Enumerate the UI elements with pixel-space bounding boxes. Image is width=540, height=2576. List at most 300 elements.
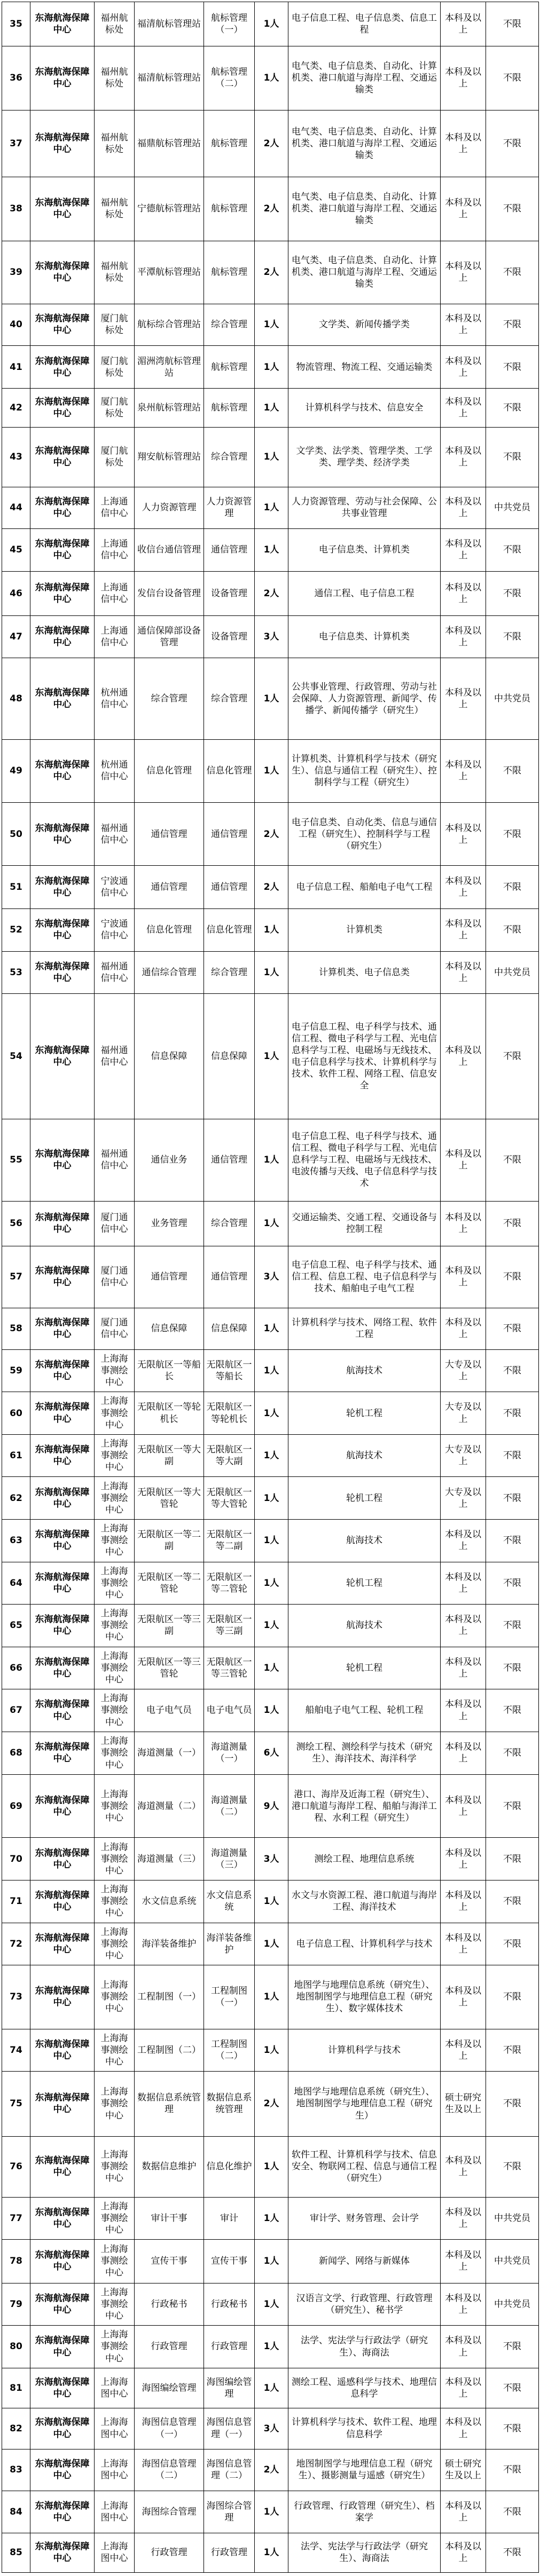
major-requirement: 人力资源管理、劳动与社会保障、公共事业管理 (288, 487, 441, 528)
political-status: 不限 (486, 994, 539, 1119)
employer-unit: 东海航海保障中心 (30, 1732, 95, 1774)
major-requirement: 新闻学、网络与新媒体 (288, 2240, 441, 2283)
education-requirement: 本科及以上 (441, 2533, 486, 2572)
major-requirement: 行政管理、行政管理（研究生）、档案学 (288, 2491, 441, 2533)
department: 上海海事测绘中心 (95, 2136, 135, 2197)
position-category: 电子电气员 (204, 1689, 255, 1732)
position-category: 行政管理 (204, 2533, 255, 2572)
position-category: 海道测量（二） (204, 1775, 255, 1838)
row-number: 77 (2, 2197, 30, 2240)
row-number: 72 (2, 1923, 30, 1965)
employer-unit: 东海航海保障中心 (30, 1434, 95, 1477)
row-number: 83 (2, 2449, 30, 2491)
department: 上海海事测绘中心 (95, 1562, 135, 1605)
position-name: 福清航标管理站 (135, 2, 204, 46)
major-requirement: 航海技术 (288, 1349, 441, 1392)
hiring-count: 1人 (255, 2326, 288, 2368)
department: 上海海事测绘中心 (95, 1647, 135, 1689)
major-requirement: 地图学与地理信息系统（研究生）、地图制图学与地理信息工程（研究生）、数字媒体技术 (288, 1965, 441, 2029)
education-requirement: 本科及以上 (441, 1308, 486, 1349)
position-category: 海洋装备维护 (204, 1923, 255, 1965)
row-number: 45 (2, 528, 30, 571)
major-requirement: 交通运输类、交通工程、交通设备与控制工程 (288, 1201, 441, 1246)
position-category: 无限航区一等大副 (204, 1434, 255, 1477)
table-row (2, 1689, 539, 1732)
position-category: 航标管理 (204, 389, 255, 428)
major-requirement: 电气类、电子信息类、自动化、计算机类、港口航道与海岸工程、交通运输类 (288, 110, 441, 177)
department: 上海海事测绘中心 (95, 1689, 135, 1732)
political-status: 不限 (486, 2029, 539, 2072)
position-category: 综合管理 (204, 1201, 255, 1246)
major-requirement: 电子信息工程、船舶电子电气工程 (288, 866, 441, 908)
position-category: 信息化管理 (204, 739, 255, 802)
education-requirement: 本科及以上 (441, 1732, 486, 1774)
hiring-count: 1人 (255, 1923, 288, 1965)
education-requirement: 本科及以上 (441, 2240, 486, 2283)
row-number: 81 (2, 2368, 30, 2408)
row-number: 42 (2, 389, 30, 428)
position-name: 通信管理 (135, 1246, 204, 1308)
political-status: 不限 (486, 1923, 539, 1965)
row-number: 39 (2, 241, 30, 304)
political-status: 不限 (486, 615, 539, 658)
employer-unit: 东海航海保障中心 (30, 1392, 95, 1435)
political-status: 不限 (486, 2368, 539, 2408)
hiring-count: 1人 (255, 1308, 288, 1349)
row-number: 74 (2, 2029, 30, 2072)
table-row (2, 2408, 539, 2449)
employer-unit: 东海航海保障中心 (30, 528, 95, 571)
position-name: 海图信息管理（一） (135, 2408, 204, 2449)
table-row (2, 2283, 539, 2326)
major-requirement: 计算机科学与技术、网络工程、软件工程 (288, 1308, 441, 1349)
political-status: 不限 (486, 1647, 539, 1689)
table-row (2, 1562, 539, 1605)
position-name: 发信台设备管理 (135, 572, 204, 616)
table-row (2, 615, 539, 658)
employer-unit: 东海航海保障中心 (30, 2240, 95, 2283)
recruitment-table-sheet (2, 2, 538, 2573)
row-number: 44 (2, 487, 30, 528)
education-requirement: 本科及以上 (441, 1965, 486, 2029)
employer-unit: 东海航海保障中心 (30, 2136, 95, 2197)
education-requirement: 本科及以上 (441, 427, 486, 487)
education-requirement: 本科及以上 (441, 241, 486, 304)
education-requirement: 本科及以上 (441, 615, 486, 658)
position-category: 水文信息系统 (204, 1880, 255, 1923)
row-number: 61 (2, 1434, 30, 1477)
political-status: 不限 (486, 1965, 539, 2029)
row-number: 35 (2, 2, 30, 46)
employer-unit: 东海航海保障中心 (30, 1838, 95, 1880)
education-requirement: 本科及以上 (441, 952, 486, 994)
position-category: 无限航区一等三管轮 (204, 1647, 255, 1689)
department: 福州通信中心 (95, 952, 135, 994)
employer-unit: 东海航海保障中心 (30, 866, 95, 908)
employer-unit: 东海航海保障中心 (30, 1308, 95, 1349)
position-name: 电子电气员 (135, 1689, 204, 1732)
hiring-count: 1人 (255, 2029, 288, 2072)
major-requirement: 法学、宪法学与行政法学（研究生）、海商法 (288, 2326, 441, 2368)
position-name: 无限航区一等大管轮 (135, 1477, 204, 1520)
political-status: 中共党员 (486, 2197, 539, 2240)
hiring-count: 9人 (255, 1775, 288, 1838)
department: 杭州通信中心 (95, 658, 135, 739)
hiring-count: 1人 (255, 739, 288, 802)
position-category: 信息化管理 (204, 908, 255, 951)
position-name: 翔安航标管理站 (135, 427, 204, 487)
table-row (2, 241, 539, 304)
position-name: 工程制图（二） (135, 2029, 204, 2072)
political-status: 不限 (486, 46, 539, 110)
department: 上海海事测绘中心 (95, 1392, 135, 1435)
education-requirement: 本科及以上 (441, 2368, 486, 2408)
position-name: 泉州航标管理站 (135, 389, 204, 428)
position-name: 海道测量（三） (135, 1838, 204, 1880)
hiring-count: 1人 (255, 1519, 288, 1562)
position-name: 信息化管理 (135, 739, 204, 802)
table-row (2, 658, 539, 739)
hiring-count: 3人 (255, 2408, 288, 2449)
row-number: 41 (2, 346, 30, 389)
position-category: 信息化维护 (204, 2136, 255, 2197)
table-row (2, 1349, 539, 1392)
education-requirement: 本科及以上 (441, 1923, 486, 1965)
major-requirement: 电子信息类、计算机类 (288, 528, 441, 571)
political-status: 不限 (486, 1605, 539, 1647)
department: 上海通信中心 (95, 487, 135, 528)
position-name: 无限航区一等二副 (135, 1519, 204, 1562)
department: 上海海事测绘中心 (95, 2029, 135, 2072)
table-row (2, 2368, 539, 2408)
education-requirement: 本科及以上 (441, 803, 486, 866)
department: 福州航标处 (95, 177, 135, 241)
hiring-count: 1人 (255, 908, 288, 951)
major-requirement: 测绘工程、地理信息系统 (288, 1838, 441, 1880)
position-name: 通信管理 (135, 866, 204, 908)
department: 上海海事测绘中心 (95, 1965, 135, 2029)
table-row (2, 803, 539, 866)
table-row (2, 2072, 539, 2137)
hiring-count: 1人 (255, 1392, 288, 1435)
education-requirement: 本科及以上 (441, 908, 486, 951)
position-category: 海图综合管理 (204, 2491, 255, 2533)
education-requirement: 本科及以上 (441, 572, 486, 616)
major-requirement: 轮机工程 (288, 1647, 441, 1689)
department: 上海海事测绘中心 (95, 2283, 135, 2326)
employer-unit: 东海航海保障中心 (30, 2283, 95, 2326)
hiring-count: 3人 (255, 1246, 288, 1308)
hiring-count: 3人 (255, 1838, 288, 1880)
political-status: 不限 (486, 1308, 539, 1349)
employer-unit: 东海航海保障中心 (30, 1246, 95, 1308)
position-name: 通信管理 (135, 803, 204, 866)
employer-unit: 东海航海保障中心 (30, 346, 95, 389)
row-number: 76 (2, 2136, 30, 2197)
position-category: 综合管理 (204, 658, 255, 739)
position-category: 无限航区一等二管轮 (204, 1562, 255, 1605)
hiring-count: 1人 (255, 1201, 288, 1246)
major-requirement: 计算机科学与技术、软件工程、地理信息科学 (288, 2408, 441, 2449)
hiring-count: 1人 (255, 2533, 288, 2572)
major-requirement: 电子信息工程、电子科学与技术、通信工程、微电子科学与工程、光电信息科学与工程、电磁场与无线技术、电子信息科学与技术、计算机科学与技术、软件工程、网络工程、信息安全 (288, 994, 441, 1119)
table-row (2, 1392, 539, 1435)
education-requirement: 本科及以上 (441, 2326, 486, 2368)
political-status: 不限 (486, 177, 539, 241)
position-name: 海道测量（一） (135, 1732, 204, 1774)
position-name: 审计干事 (135, 2197, 204, 2240)
position-category: 航标管理 (204, 346, 255, 389)
hiring-count: 1人 (255, 1880, 288, 1923)
hiring-count: 1人 (255, 487, 288, 528)
education-requirement: 本科及以上 (441, 1605, 486, 1647)
major-requirement: 港口、海岸及近海工程（研究生）、港口航道与海岸工程、船舶与海洋工程、水利工程（研究生） (288, 1775, 441, 1838)
table-row (2, 2491, 539, 2533)
row-number: 51 (2, 866, 30, 908)
position-category: 海图信息管理（二） (204, 2449, 255, 2491)
major-requirement: 计算机类 (288, 908, 441, 951)
position-category: 设备管理 (204, 615, 255, 658)
political-status: 不限 (486, 1392, 539, 1435)
employer-unit: 东海航海保障中心 (30, 908, 95, 951)
department: 厦门航标处 (95, 427, 135, 487)
department: 上海海图中心 (95, 2449, 135, 2491)
position-name: 人力资源管理 (135, 487, 204, 528)
hiring-count: 1人 (255, 304, 288, 345)
table-row (2, 952, 539, 994)
employer-unit: 东海航海保障中心 (30, 1647, 95, 1689)
education-requirement: 本科及以上 (441, 346, 486, 389)
row-number: 52 (2, 908, 30, 951)
row-number: 59 (2, 1349, 30, 1392)
position-name: 信息保障 (135, 1308, 204, 1349)
position-category: 无限航区一等三副 (204, 1605, 255, 1647)
hiring-count: 1人 (255, 1562, 288, 1605)
department: 上海海事测绘中心 (95, 1477, 135, 1520)
employer-unit: 东海航海保障中心 (30, 2197, 95, 2240)
position-name: 行政秘书 (135, 2283, 204, 2326)
political-status: 不限 (486, 2, 539, 46)
table-row (2, 177, 539, 241)
table-row (2, 1775, 539, 1838)
hiring-count: 1人 (255, 658, 288, 739)
table-row (2, 2240, 539, 2283)
political-status: 不限 (486, 1434, 539, 1477)
employer-unit: 东海航海保障中心 (30, 1965, 95, 2029)
position-name: 福清航标管理站 (135, 46, 204, 110)
position-category: 通信管理 (204, 1246, 255, 1308)
major-requirement: 电气类、电子信息类、自动化、计算机类、港口航道与海岸工程、交通运输类 (288, 241, 441, 304)
major-requirement: 电子信息工程、电子科学与技术、通信工程、微电子科学与工程、光电信息科学与工程、电磁场与无线技术、电波传播与天线、电子信息科学与技术 (288, 1119, 441, 1201)
position-name: 数据信息维护 (135, 2136, 204, 2197)
political-status: 不限 (486, 1477, 539, 1520)
department: 厦门通信中心 (95, 1246, 135, 1308)
employer-unit: 东海航海保障中心 (30, 1519, 95, 1562)
row-number: 48 (2, 658, 30, 739)
table-row (2, 1519, 539, 1562)
department: 厦门通信中心 (95, 1308, 135, 1349)
table-row (2, 389, 539, 428)
political-status: 不限 (486, 2136, 539, 2197)
political-status: 中共党员 (486, 658, 539, 739)
row-number: 60 (2, 1392, 30, 1435)
major-requirement: 文学类、新闻传播学类 (288, 304, 441, 345)
position-category: 通信管理 (204, 866, 255, 908)
education-requirement: 本科及以上 (441, 304, 486, 345)
employer-unit: 东海航海保障中心 (30, 2072, 95, 2137)
department: 福州航标处 (95, 2, 135, 46)
position-category: 工程制图（一） (204, 1965, 255, 2029)
hiring-count: 1人 (255, 952, 288, 994)
position-name: 海图信息管理（二） (135, 2449, 204, 2491)
major-requirement: 水文与水资源工程、港口航道与海岸工程、海洋技术 (288, 1880, 441, 1923)
position-name: 通信业务 (135, 1119, 204, 1201)
row-number: 53 (2, 952, 30, 994)
row-number: 40 (2, 304, 30, 345)
political-status: 不限 (486, 2491, 539, 2533)
table-row (2, 528, 539, 571)
education-requirement: 硕士研究生及以上 (441, 2449, 486, 2491)
education-requirement: 本科及以上 (441, 1562, 486, 1605)
position-category: 通信管理 (204, 803, 255, 866)
employer-unit: 东海航海保障中心 (30, 739, 95, 802)
education-requirement: 硕士研究生及以上 (441, 2072, 486, 2137)
department: 杭州通信中心 (95, 739, 135, 802)
table-row (2, 739, 539, 802)
hiring-count: 1人 (255, 1689, 288, 1732)
row-number: 75 (2, 2072, 30, 2137)
employer-unit: 东海航海保障中心 (30, 304, 95, 345)
education-requirement: 本科及以上 (441, 2408, 486, 2449)
department: 上海通信中心 (95, 615, 135, 658)
education-requirement: 本科及以上 (441, 2283, 486, 2326)
row-number: 47 (2, 615, 30, 658)
hiring-count: 1人 (255, 994, 288, 1119)
major-requirement: 电子信息类、计算机类 (288, 615, 441, 658)
table-row (2, 2197, 539, 2240)
position-category: 设备管理 (204, 572, 255, 616)
row-number: 57 (2, 1246, 30, 1308)
table-row (2, 1647, 539, 1689)
position-name: 海道测量（二） (135, 1775, 204, 1838)
position-name: 行政管理 (135, 2533, 204, 2572)
row-number: 71 (2, 1880, 30, 1923)
political-status: 中共党员 (486, 2240, 539, 2283)
political-status: 不限 (486, 1201, 539, 1246)
position-name: 无限航区一等大副 (135, 1434, 204, 1477)
education-requirement: 本科及以上 (441, 866, 486, 908)
employer-unit: 东海航海保障中心 (30, 952, 95, 994)
political-status: 不限 (486, 1775, 539, 1838)
department: 上海海图中心 (95, 2408, 135, 2449)
department: 上海海事测绘中心 (95, 1732, 135, 1774)
table-row (2, 1605, 539, 1647)
hiring-count: 2人 (255, 110, 288, 177)
employer-unit: 东海航海保障中心 (30, 241, 95, 304)
employer-unit: 东海航海保障中心 (30, 2326, 95, 2368)
hiring-count: 1人 (255, 1119, 288, 1201)
position-name: 宁德航标管理站 (135, 177, 204, 241)
position-category: 航标管理（一） (204, 2, 255, 46)
department: 上海海图中心 (95, 2533, 135, 2572)
political-status: 不限 (486, 2408, 539, 2449)
position-category: 信息保障 (204, 1308, 255, 1349)
position-category: 无限航区一等船长 (204, 1349, 255, 1392)
major-requirement: 轮机工程 (288, 1392, 441, 1435)
department: 厦门航标处 (95, 346, 135, 389)
position-name: 业务管理 (135, 1201, 204, 1246)
major-requirement: 电子信息工程、计算机科学与技术 (288, 1923, 441, 1965)
table-row (2, 2029, 539, 2072)
employer-unit: 东海航海保障中心 (30, 1119, 95, 1201)
political-status: 不限 (486, 304, 539, 345)
education-requirement: 本科及以上 (441, 1201, 486, 1246)
position-category: 审计 (204, 2197, 255, 2240)
employer-unit: 东海航海保障中心 (30, 177, 95, 241)
position-category: 航标管理（二） (204, 46, 255, 110)
political-status: 不限 (486, 572, 539, 616)
department: 厦门航标处 (95, 389, 135, 428)
table-row (2, 346, 539, 389)
hiring-count: 1人 (255, 2, 288, 46)
employer-unit: 东海航海保障中心 (30, 2029, 95, 2072)
row-number: 54 (2, 994, 30, 1119)
employer-unit: 东海航海保障中心 (30, 615, 95, 658)
department: 上海通信中心 (95, 528, 135, 571)
row-number: 67 (2, 1689, 30, 1732)
hiring-count: 1人 (255, 2491, 288, 2533)
position-name: 无限航区一等二管轮 (135, 1562, 204, 1605)
position-name: 宣传干事 (135, 2240, 204, 2283)
position-name: 通信保障部设备管理 (135, 615, 204, 658)
row-number: 49 (2, 739, 30, 802)
political-status: 不限 (486, 110, 539, 177)
position-category: 航标管理 (204, 110, 255, 177)
position-name: 海图综合管理 (135, 2491, 204, 2533)
table-row (2, 1965, 539, 2029)
position-category: 人力资源管理 (204, 487, 255, 528)
position-category: 海道测量（三） (204, 1838, 255, 1880)
hiring-count: 1人 (255, 2240, 288, 2283)
department: 上海海事测绘中心 (95, 1923, 135, 1965)
table-row (2, 110, 539, 177)
table-row (2, 304, 539, 345)
position-category: 宣传干事 (204, 2240, 255, 2283)
table-row (2, 2136, 539, 2197)
department: 福州通信中心 (95, 1119, 135, 1201)
row-number: 80 (2, 2326, 30, 2368)
row-number: 85 (2, 2533, 30, 2572)
table-row (2, 1732, 539, 1774)
major-requirement: 通信工程、电子信息工程 (288, 572, 441, 616)
department: 上海通信中心 (95, 572, 135, 616)
employer-unit: 东海航海保障中心 (30, 803, 95, 866)
table-row (2, 908, 539, 951)
position-name: 平潭航标管理站 (135, 241, 204, 304)
political-status: 不限 (486, 346, 539, 389)
department: 厦门航标处 (95, 304, 135, 345)
position-name: 水文信息系统 (135, 1880, 204, 1923)
table-row (2, 1880, 539, 1923)
political-status: 中共党员 (486, 487, 539, 528)
major-requirement: 公共事业管理、行政管理、劳动与社会保障、人力资源管理、新闻学、传播学、新闻传播学（研究生） (288, 658, 441, 739)
political-status: 不限 (486, 1880, 539, 1923)
table-row (2, 1201, 539, 1246)
row-number: 55 (2, 1119, 30, 1201)
education-requirement: 本科及以上 (441, 487, 486, 528)
major-requirement: 轮机工程 (288, 1477, 441, 1520)
row-number: 56 (2, 1201, 30, 1246)
